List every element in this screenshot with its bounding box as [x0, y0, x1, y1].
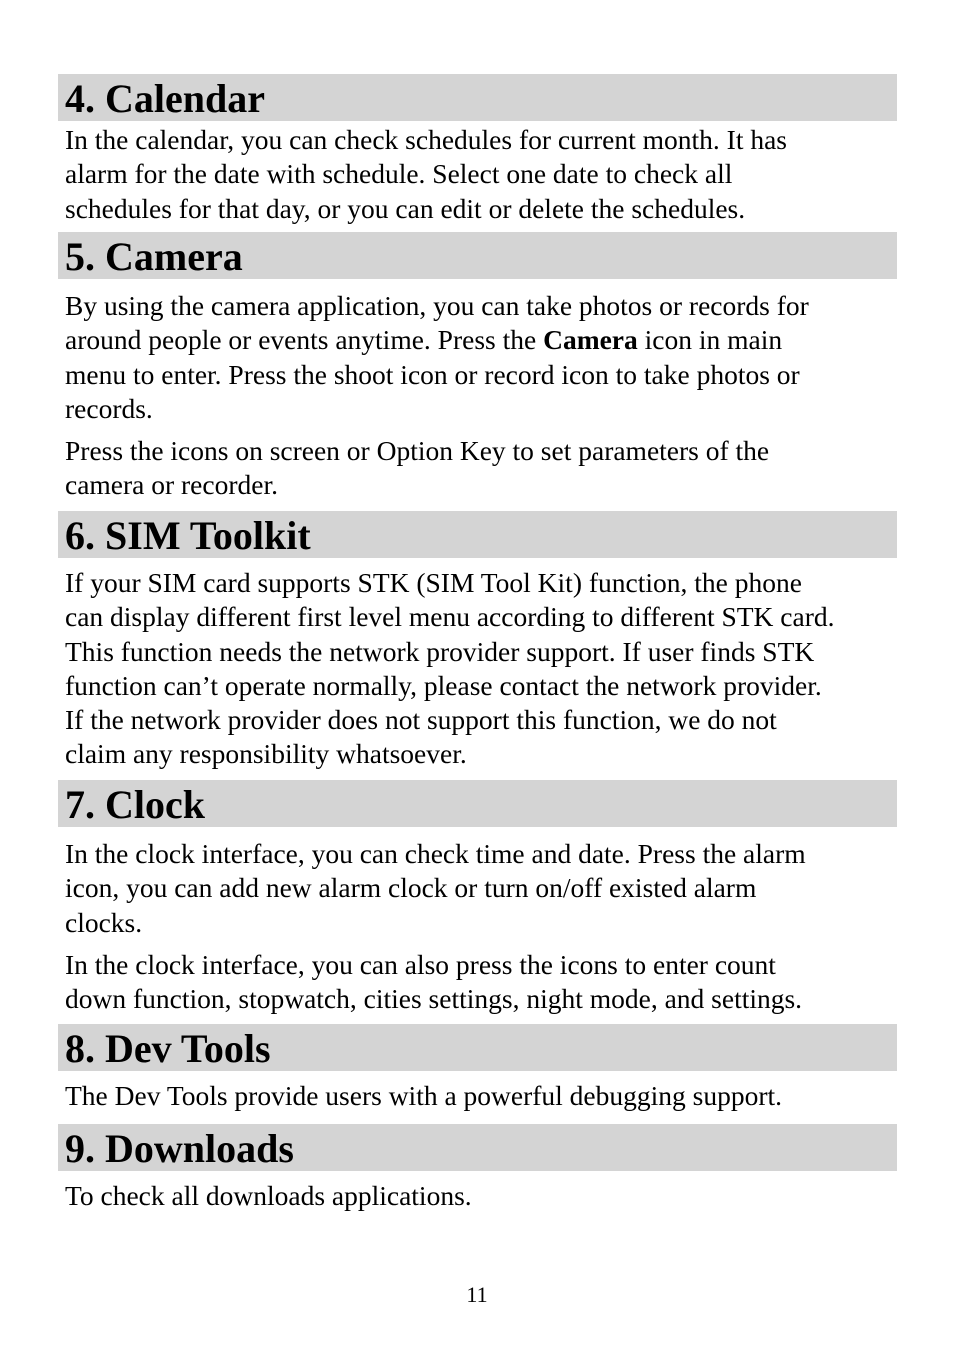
text-line: records.	[65, 392, 153, 424]
section-paragraph	[58, 289, 897, 426]
section-sim-toolkit	[58, 511, 897, 772]
text-line: If the network provider does not support this function, we do not	[65, 704, 777, 736]
text-line: clocks.	[65, 906, 143, 938]
text-line: In the clock interface, you can check time and date. Press the alarm	[65, 838, 806, 869]
text-line: function can’t operate normally, please contact the network provider.	[65, 669, 822, 701]
text-line: around people or events anytime. Press the	[65, 324, 544, 356]
text-line: The Dev Tools provide users with a powerful debugging support.	[65, 1080, 783, 1111]
section-camera	[58, 232, 897, 503]
section-heading: 9. Downloads	[58, 1124, 897, 1171]
text-line: To check all downloads applications.	[65, 1180, 472, 1211]
text-line: menu to enter. Press the shoot icon or record icon to take photos or	[65, 358, 800, 390]
camera-keyword: Camera	[543, 324, 638, 356]
text-line: schedules for that day, or you can edit or delete the schedules.	[65, 192, 746, 224]
text-line: claim any responsibility whatsoever.	[65, 738, 467, 770]
section-calendar	[58, 74, 897, 226]
page-number: 11	[466, 1282, 488, 1307]
section-paragraph	[58, 566, 897, 772]
section-heading: 4. Calendar	[58, 74, 897, 121]
section-heading: 8. Dev Tools	[58, 1024, 897, 1071]
text-line: camera or recorder.	[65, 469, 278, 501]
section-paragraph	[58, 837, 897, 940]
section-clock	[58, 780, 897, 1016]
text-line: icon, you can add new alarm clock or turn on/off existed alarm	[65, 872, 757, 904]
section-paragraph	[58, 434, 897, 503]
section-paragraph	[58, 1179, 897, 1213]
section-downloads	[58, 1124, 897, 1213]
text-line: can display different first level menu according to different STK card.	[65, 601, 835, 633]
section-paragraph	[58, 1079, 897, 1113]
text-line: alarm for the date with schedule. Select one date to check all	[65, 158, 733, 190]
section-heading: 7. Clock	[58, 780, 897, 827]
text-line: If your SIM card supports STK (SIM Tool Kit) function, the phone	[65, 567, 802, 598]
section-heading: 6. SIM Toolkit	[58, 511, 897, 558]
text-line: This function needs the network provider support. If user finds STK	[65, 635, 815, 667]
section-heading: 5. Camera	[58, 232, 897, 279]
text-line: In the calendar, you can check schedules for current month. It has	[65, 124, 788, 155]
text-line: down function, stopwatch, cities settings, night mode, and settings.	[65, 983, 803, 1015]
text-line: In the clock interface, you can also press the icons to enter count	[65, 948, 776, 980]
section-dev-tools	[58, 1024, 897, 1113]
text-line: icon in main	[637, 324, 783, 356]
text-line: By using the camera application, you can take photos or records for	[65, 290, 809, 321]
section-paragraph	[58, 948, 897, 1017]
text-line: Press the icons on screen or Option Key to set parameters of the	[65, 435, 770, 467]
section-paragraph	[58, 123, 897, 226]
